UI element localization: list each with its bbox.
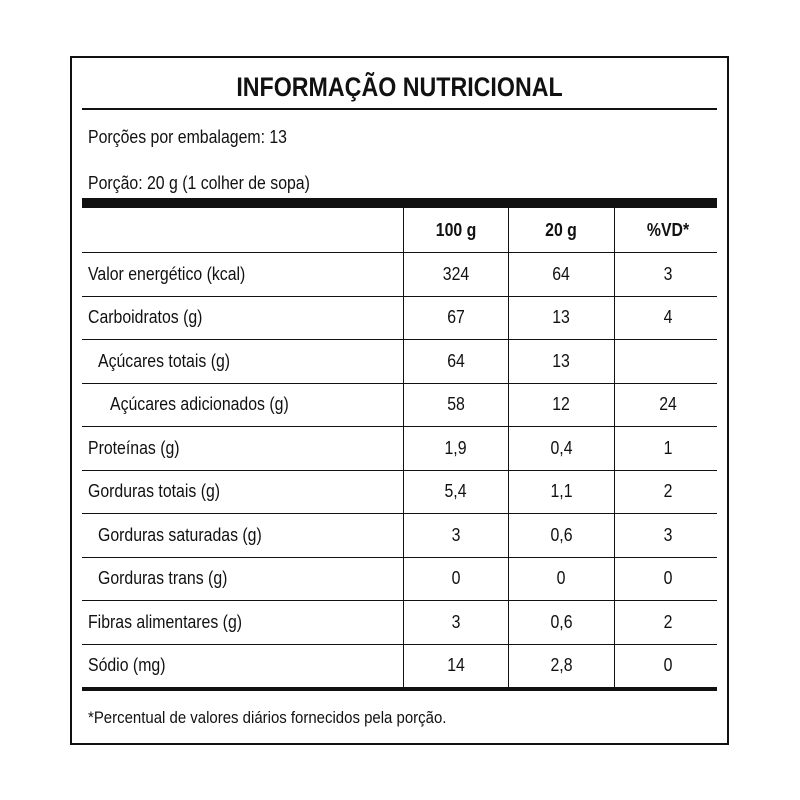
- header-daily-value: %VD*: [614, 208, 721, 252]
- nutrient-name: Valor energético (kcal): [88, 263, 246, 284]
- table-row: [82, 471, 717, 515]
- value-per-20g: 0,6: [508, 601, 614, 644]
- table-row: [82, 427, 717, 471]
- nutrient-name: Carboidratos (g): [88, 307, 203, 328]
- value-daily-percent: 3: [614, 514, 721, 557]
- nutrient-name: Gorduras trans (g): [98, 568, 228, 589]
- header-per-20g: 20 g: [508, 208, 614, 252]
- value-per-100g: 0: [403, 558, 508, 601]
- value-per-100g: 64: [403, 340, 508, 383]
- table-row: [82, 514, 717, 558]
- nutrient-name: Proteínas (g): [88, 437, 180, 458]
- table-row: [82, 558, 717, 602]
- value-per-100g: 67: [403, 297, 508, 340]
- value-per-20g: 0: [508, 558, 614, 601]
- value-per-20g: 12: [508, 384, 614, 427]
- nutrient-name: Açúcares adicionados (g): [110, 394, 289, 415]
- value-daily-percent: 1: [614, 427, 721, 470]
- table-row: [82, 340, 717, 384]
- value-per-20g: 2,8: [508, 645, 614, 687]
- value-per-100g: 3: [403, 514, 508, 557]
- nutrition-facts-label: [70, 56, 729, 745]
- table-header-row: [82, 208, 717, 253]
- serving-size: Porção: 20 g (1 colher de sopa): [88, 173, 310, 193]
- value-per-100g: 3: [403, 601, 508, 644]
- table-row: [82, 601, 717, 645]
- value-per-100g: 58: [403, 384, 508, 427]
- value-daily-percent: 0: [614, 645, 721, 687]
- value-per-100g: 5,4: [403, 471, 508, 514]
- value-per-20g: 13: [508, 340, 614, 383]
- value-per-20g: 64: [508, 253, 614, 296]
- nutrient-name: Gorduras saturadas (g): [98, 524, 262, 545]
- table-row: [82, 645, 717, 691]
- nutrient-name: Açúcares totais (g): [98, 350, 231, 371]
- header-nutrient: [82, 208, 403, 252]
- footnote: *Percentual de valores diários fornecidos pela porção.: [88, 708, 447, 727]
- value-daily-percent: 4: [614, 297, 721, 340]
- value-daily-percent: 2: [614, 471, 721, 514]
- nutrient-name: Fibras alimentares (g): [88, 611, 243, 632]
- table-row: [82, 384, 717, 428]
- value-per-100g: 14: [403, 645, 508, 687]
- nutrition-table: [82, 208, 717, 691]
- thick-divider: [82, 198, 717, 208]
- value-daily-percent: 24: [614, 384, 721, 427]
- value-daily-percent: 3: [614, 253, 721, 296]
- nutrient-name: Gorduras totais (g): [88, 481, 221, 502]
- table-row: [82, 253, 717, 297]
- value-per-20g: 1,1: [508, 471, 614, 514]
- nutrient-name: Sódio (mg): [88, 655, 166, 675]
- value-per-20g: 13: [508, 297, 614, 340]
- value-daily-percent: [614, 340, 721, 383]
- value-per-20g: 0,6: [508, 514, 614, 557]
- label-title: INFORMAÇÃO NUTRICIONAL: [236, 72, 563, 102]
- value-daily-percent: 0: [614, 558, 721, 601]
- table-row: [82, 297, 717, 341]
- value-daily-percent: 2: [614, 601, 721, 644]
- value-per-100g: 1,9: [403, 427, 508, 470]
- value-per-100g: 324: [403, 253, 508, 296]
- title-divider: [82, 108, 717, 110]
- value-per-20g: 0,4: [508, 427, 614, 470]
- header-per-100g: 100 g: [403, 208, 508, 252]
- servings-per-package: Porções por embalagem: 13: [88, 127, 287, 147]
